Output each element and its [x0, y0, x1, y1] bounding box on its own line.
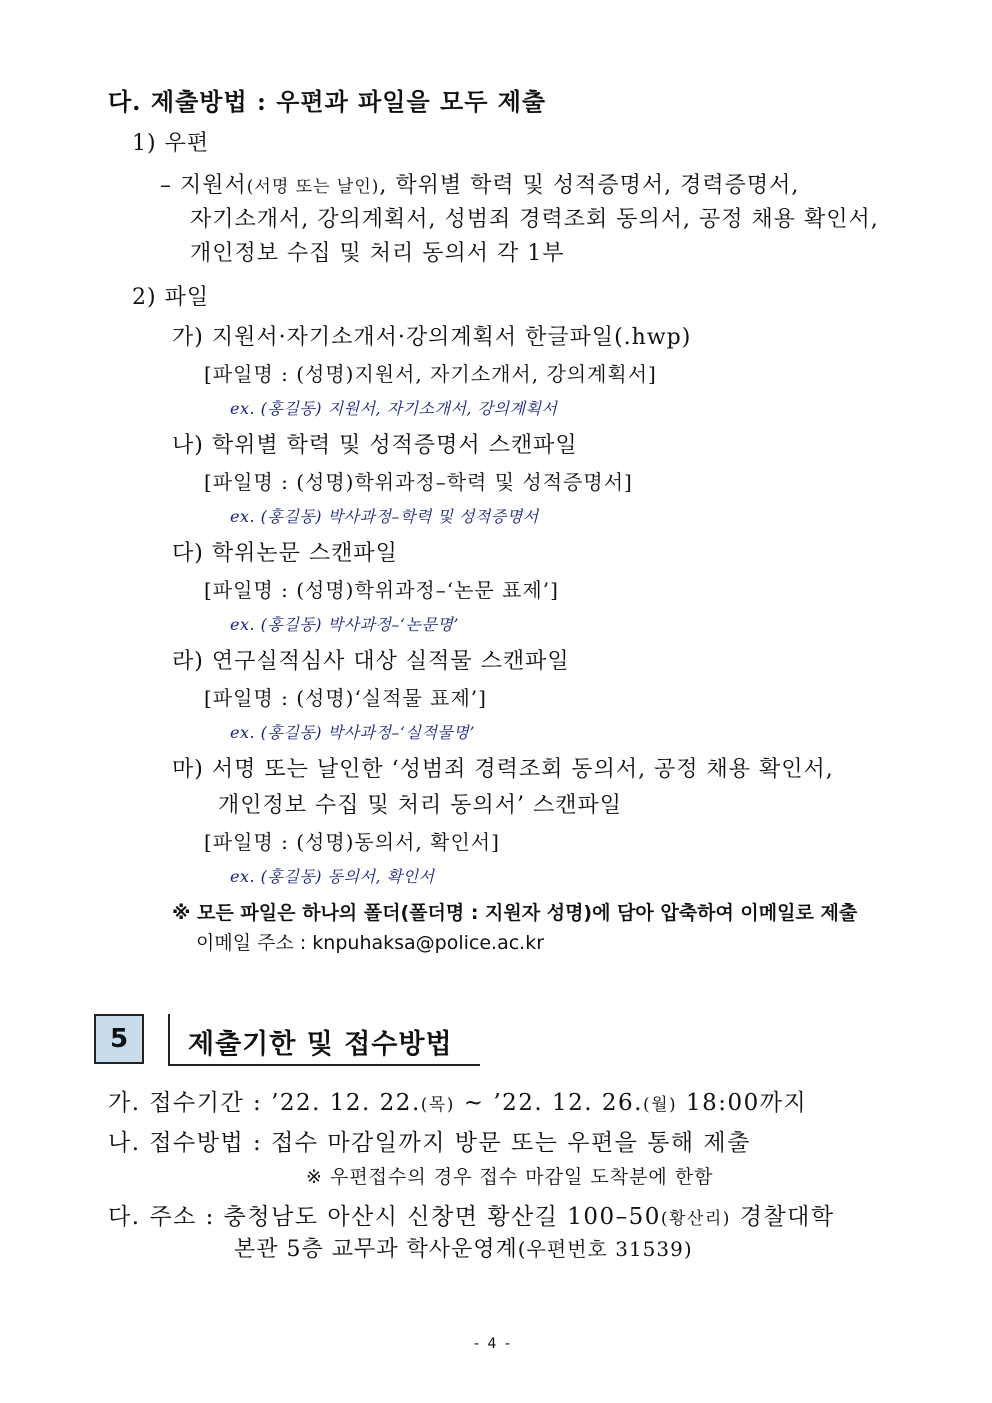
file-item-title: 마) 서명 또는 날인한 ‘성범죄 경력조회 동의서, 공정 채용 확인서, — [172, 757, 834, 782]
address-line-2 — [234, 1232, 693, 1263]
address-university: 경찰대학 — [730, 1204, 835, 1230]
file-item-example: ex. (홍길동) 동의서, 확인서 — [230, 867, 435, 886]
mail-line1-main: 지원서 — [180, 173, 247, 198]
weekday-end: (월) — [643, 1095, 678, 1115]
compress-note: ※ 모든 파일은 하나의 폴더(폴더명 : 지원자 성명)에 담아 압축하여 이메일로 제출 — [172, 902, 858, 924]
address-main: 다. 주소 : 충청남도 아산시 신창면 황산길 100–50 — [108, 1204, 661, 1230]
file-item-title-line2: 개인정보 수집 및 처리 동의서’ 스캔파일 — [218, 793, 622, 818]
file-item-title: 다) 학위논문 스캔파일 — [172, 541, 398, 566]
reception-method: 나. 접수방법 : 접수 마감일까지 방문 또는 우편을 통해 제출 — [108, 1130, 751, 1156]
file-item-filename: [파일명 : (성명)학위과정–‘논문 표제’] — [204, 578, 559, 602]
mail-line1-rest: , 학위별 학력 및 성적증명서, 경력증명서, — [379, 173, 800, 198]
mail-label: 1) 우편 — [132, 131, 210, 156]
reception-period-time: 18:00까지 — [677, 1090, 808, 1116]
file-item-filename: [파일명 : (성명)지원서, 자기소개서, 강의계획서] — [204, 362, 657, 386]
reception-period-end: ~ ’22. 12. 26. — [454, 1090, 643, 1116]
file-item-example: ex. (홍길동) 박사과정–‘논문명’ — [230, 615, 459, 634]
file-label: 2) 파일 — [132, 285, 210, 310]
file-item-example: ex. (홍길동) 박사과정–학력 및 성적증명서 — [230, 507, 539, 526]
page-number: - 4 - — [474, 1336, 512, 1352]
file-item-title: 라) 연구실적심사 대상 실적물 스캔파일 — [172, 649, 570, 674]
section-number: 5 — [109, 1024, 129, 1054]
email-address: 이메일 주소 : knpuhaksa@police.ac.kr — [196, 932, 545, 954]
file-item-title: 가) 지원서·자기소개서·강의계획서 한글파일(.hwp) — [172, 325, 692, 350]
mail-line1-small: (서명 또는 날인) — [246, 177, 380, 197]
section-number-box — [94, 1014, 144, 1064]
file-item-example: ex. (홍길동) 지원서, 자기소개서, 강의계획서 — [230, 399, 558, 418]
address-line-1 — [108, 1198, 835, 1231]
file-item-title: 나) 학위별 학력 및 성적증명서 스캔파일 — [172, 433, 578, 458]
mail-line-3: 개인정보 수집 및 처리 동의서 각 1부 — [190, 241, 565, 266]
postal-code: (우편번호 31539) — [517, 1237, 693, 1261]
address-office: 본관 5층 교무과 학사운영계 — [234, 1237, 518, 1262]
dash: – — [160, 173, 172, 198]
file-item-example: ex. (홍길동) 박사과정–‘실적물명’ — [230, 723, 475, 742]
section-title: 제출기한 및 접수방법 — [188, 1029, 453, 1060]
mail-line-2: 자기소개서, 강의계획서, 성범죄 경력조회 동의서, 공정 채용 확인서, — [190, 207, 879, 232]
section-heading-submission-method: 다. 제출방법 : 우편과 파일을 모두 제출 — [108, 87, 547, 116]
section-title-box — [168, 1014, 480, 1066]
mail-deadline-note: ※ 우편접수의 경우 접수 마감일 도착분에 한함 — [306, 1166, 714, 1188]
reception-period-start: 가. 접수기간 : ’22. 12. 22. — [108, 1090, 421, 1116]
file-item-filename: [파일명 : (성명)학위과정–학력 및 성적증명서] — [204, 470, 633, 494]
mail-line-1 — [160, 168, 799, 199]
file-item-filename: [파일명 : (성명)동의서, 확인서] — [204, 830, 500, 854]
reception-period — [108, 1084, 807, 1117]
address-ri: (황산리) — [660, 1209, 731, 1229]
file-item-filename: [파일명 : (성명)‘실적물 표제’] — [204, 686, 487, 710]
weekday-start: (목) — [420, 1095, 455, 1115]
